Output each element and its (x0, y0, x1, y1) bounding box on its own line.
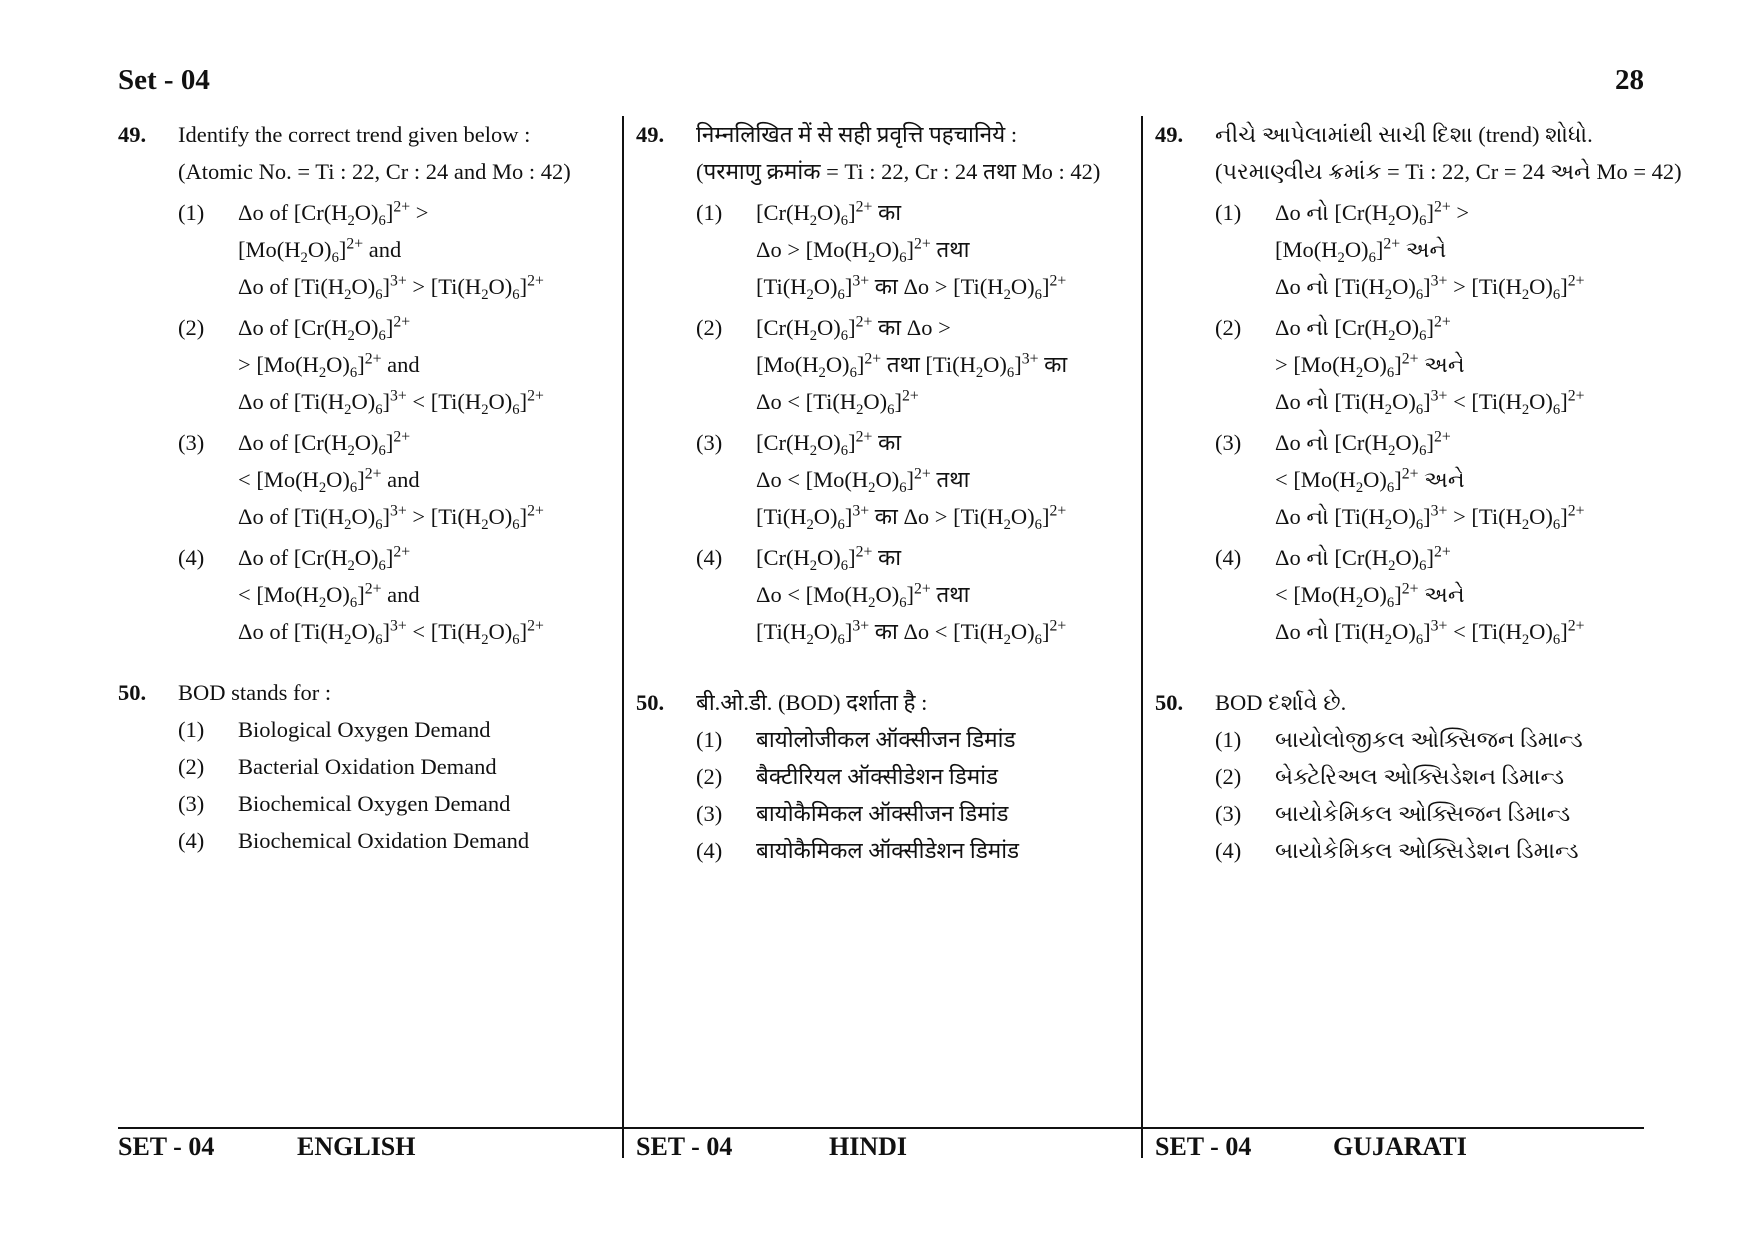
column-divider-2 (1141, 116, 1143, 1158)
set-label: Set - 04 (118, 64, 210, 96)
option-line: Δo નો $[Cr(H_2O)_6]^{2+}$ > (1275, 198, 1470, 230)
stem-line: નીચે આપેલામાંથી સાચી દિશા (trend) શોધો. (1215, 122, 1593, 147)
option-text: બાયોકેમિકલ ઓક્સિજન ડિમાન્ડ (1275, 801, 1571, 826)
option-2 (178, 309, 606, 420)
option-4 (1215, 832, 1645, 869)
option-1 (696, 721, 1118, 758)
option-2 (1215, 309, 1645, 420)
option-number: (3) (1215, 801, 1242, 826)
footer-rule (118, 1127, 1644, 1129)
option-number: (4) (696, 838, 723, 863)
option-text: Biological Oxygen Demand (238, 717, 491, 742)
english-column (118, 116, 606, 859)
option-line: Δo નો $[Cr(H_2O)_6]^{2+}$ (1275, 428, 1451, 460)
option-text: बैक्टीरियल ऑक्सीडेशन डिमांड (756, 764, 999, 789)
option-line: $[Ti(H_2O)_6]^{3+}$ का $\Delta o > [Ti(H_2O)_6]^{2+}$ (756, 502, 1067, 534)
stem-line: (પરમાણ્વીય ક્રમાંક = Ti : 22, Cr = 24 અને Mo = 42) (1215, 159, 1682, 184)
option-3 (178, 424, 606, 535)
option-line: Δo of $[Ti(H_2O)_6]^{3+} > [Ti(H_2O)_6]^{2+}$ (238, 502, 544, 534)
options-50 (1155, 721, 1645, 869)
option-line: $[Cr(H_2O)_6]^{2+}$ का (756, 198, 902, 230)
option-number: (4) (1215, 838, 1242, 863)
option-number: (3) (696, 430, 723, 455)
stem-line: निम्नलिखित में से सही प्रवृत्ति पहचानिये : (696, 122, 1018, 147)
option-line: < $[Mo(H_2O)_6]^{2+}$ and (238, 580, 420, 612)
footer-lang-hindi: HINDI (829, 1132, 908, 1161)
question-number: 49. (636, 122, 665, 147)
option-4 (178, 539, 606, 650)
option-number: (4) (696, 545, 723, 570)
question-50 (1155, 684, 1645, 869)
option-3 (1215, 795, 1645, 832)
option-3 (696, 795, 1118, 832)
option-number: (2) (696, 764, 723, 789)
option-number: (1) (696, 200, 723, 225)
option-line: $[Mo(H_2O)_6]^{2+}$ અને (1275, 235, 1447, 267)
option-line: $[Ti(H_2O)_6]^{3+}$ का $\Delta o > [Ti(H_2O)_6]^{2+}$ (756, 272, 1067, 304)
option-2 (1215, 758, 1645, 795)
option-line: $[Mo(H_2O)_6]^{2+}$ and (238, 235, 402, 267)
option-line: Δo નો $[Ti(H_2O)_6]^{3+} < [Ti(H_2O)_6]^{2+}$ (1275, 617, 1585, 649)
option-line: $\Delta o < [Mo(H_2O)_6]^{2+}$ तथा (756, 580, 970, 612)
gujarati-column (1155, 116, 1682, 869)
option-text: Biochemical Oxygen Demand (238, 791, 511, 816)
option-line: < $[Mo(H_2O)_6]^{2+}$ અને (1275, 580, 1465, 612)
option-number: (3) (178, 791, 205, 816)
question-stem (1215, 116, 1682, 190)
option-line: Δo of $[Ti(H_2O)_6]^{3+} < [Ti(H_2O)_6]^{2+}$ (238, 387, 544, 419)
option-number: (1) (696, 727, 723, 752)
question-number: 49. (1155, 122, 1184, 147)
page-number: 28 (1615, 64, 1644, 96)
option-line: < $[Mo(H_2O)_6]^{2+}$ and (238, 465, 420, 497)
option-line: $[Ti(H_2O)_6]^{3+}$ का $\Delta o < [Ti(H_2O)_6]^{2+}$ (756, 617, 1067, 649)
option-number: (1) (178, 200, 205, 225)
option-text: बायोकैमिकल ऑक्सीडेशन डिमांड (756, 838, 1020, 863)
option-2 (178, 748, 606, 785)
question-49 (1155, 116, 1682, 650)
option-number: (3) (696, 801, 723, 826)
option-3 (178, 785, 606, 822)
option-line: Δo of $[Cr(H_2O)_6]^{2+}$ (238, 428, 411, 460)
option-line: $[Cr(H_2O)_6]^{2+}$ का (756, 543, 902, 575)
option-number: (1) (1215, 200, 1242, 225)
question-stem (696, 116, 1118, 190)
option-number: (4) (1215, 545, 1242, 570)
option-line: Δo નો $[Ti(H_2O)_6]^{3+} < [Ti(H_2O)_6]^{2+}$ (1275, 387, 1585, 419)
option-text: बायोलोजीकल ऑक्सीजन डिमांड (756, 727, 1016, 752)
option-number: (3) (178, 430, 205, 455)
question-49 (118, 116, 606, 650)
option-line: Δo of $[Cr(H_2O)_6]^{2+}$ (238, 313, 411, 345)
option-line: > $[Mo(H_2O)_6]^{2+}$ and (238, 350, 420, 382)
hindi-column (636, 116, 1118, 869)
option-line: $[Cr(H_2O)_6]^{2+}$ का (756, 428, 902, 460)
question-stem (178, 116, 606, 190)
question-number: 50. (1155, 690, 1184, 715)
stem-line: Identify the correct trend given below : (178, 122, 531, 147)
footer-set-english: SET - 04 (118, 1132, 215, 1161)
stem-line: (परमाणु क्रमांक = Ti : 22, Cr : 24 तथा Mo : 42) (696, 159, 1101, 184)
question-stem: बी.ओ.डी. (BOD) दर्शाता है : (696, 690, 928, 715)
option-line: $[Cr(H_2O)_6]^{2+}$ का Δo > (756, 313, 951, 345)
option-line: Δo of $[Cr(H_2O)_6]^{2+}$ (238, 543, 411, 575)
option-4 (1215, 539, 1645, 650)
option-number: (4) (178, 828, 205, 853)
option-line: Δo નો $[Cr(H_2O)_6]^{2+}$ (1275, 543, 1451, 575)
options-49 (1155, 194, 1645, 650)
option-line: Δo of $[Cr(H_2O)_6]^{2+}$ > (238, 198, 429, 230)
option-number: (4) (178, 545, 205, 570)
option-number: (1) (178, 717, 205, 742)
option-text: Biochemical Oxidation Demand (238, 828, 530, 853)
option-4 (178, 822, 606, 859)
option-text: બાયોકેમિકલ ઓક્સિડેશન ડિમાન્ડ (1275, 838, 1579, 863)
option-line: Δo of $[Ti(H_2O)_6]^{3+} > [Ti(H_2O)_6]^{2+}$ (238, 272, 544, 304)
options-49 (118, 194, 606, 650)
option-line: < $[Mo(H_2O)_6]^{2+}$ અને (1275, 465, 1465, 497)
option-1 (178, 711, 606, 748)
option-line: > $[Mo(H_2O)_6]^{2+}$ અને (1275, 350, 1465, 382)
option-text: बायोकैमिकल ऑक्सीजन डिमांड (756, 801, 1009, 826)
question-number: 50. (636, 690, 665, 715)
option-text: બાયોલોજીકલ ઓક્સિજન ડિમાન્ડ (1275, 727, 1583, 752)
option-line: Δo નો $[Ti(H_2O)_6]^{3+} > [Ti(H_2O)_6]^{2+}$ (1275, 272, 1585, 304)
question-49 (636, 116, 1118, 650)
footer-lang-english: ENGLISH (297, 1132, 416, 1161)
footer-set-hindi: SET - 04 (636, 1132, 733, 1161)
option-text: Bacterial Oxidation Demand (238, 754, 497, 779)
option-3 (1215, 424, 1645, 535)
question-number: 50. (118, 680, 147, 705)
footer-lang-gujarati: GUJARATI (1333, 1132, 1467, 1161)
option-number: (2) (178, 754, 205, 779)
stem-line: (Atomic No. = Ti : 22, Cr : 24 and Mo : 42) (178, 159, 571, 184)
option-number: (2) (178, 315, 205, 340)
option-line: $[Mo(H_2O)_6]^{2+}$ तथा $[Ti(H_2O)_6]^{3+}$ का (756, 350, 1068, 382)
option-number: (2) (1215, 315, 1242, 340)
options-50 (118, 711, 606, 859)
option-number: (1) (1215, 727, 1242, 752)
option-number: (2) (696, 315, 723, 340)
option-number: (2) (1215, 764, 1242, 789)
question-stem: BOD દર્શાવે છે. (1215, 690, 1347, 715)
option-3 (696, 424, 1118, 535)
option-1 (1215, 721, 1645, 758)
options-50 (636, 721, 1118, 869)
option-1 (178, 194, 606, 305)
option-1 (1215, 194, 1645, 305)
question-stem: BOD stands for : (178, 680, 332, 705)
option-2 (696, 309, 1118, 420)
option-line: $\Delta o < [Ti(H_2O)_6]^{2+}$ (756, 387, 919, 419)
option-4 (696, 539, 1118, 650)
question-50 (636, 684, 1118, 869)
option-line: Δo નો $[Cr(H_2O)_6]^{2+}$ (1275, 313, 1451, 345)
option-1 (696, 194, 1118, 305)
option-line: $\Delta o < [Mo(H_2O)_6]^{2+}$ तथा (756, 465, 970, 497)
option-2 (696, 758, 1118, 795)
option-text: બેક્ટેરિઅલ ઓક્સિડેશન ડિમાન્ડ (1275, 764, 1565, 789)
question-number: 49. (118, 122, 147, 147)
option-line: Δo નો $[Ti(H_2O)_6]^{3+} > [Ti(H_2O)_6]^{2+}$ (1275, 502, 1585, 534)
option-line: Δo of $[Ti(H_2O)_6]^{3+} < [Ti(H_2O)_6]^{2+}$ (238, 617, 544, 649)
options-49 (636, 194, 1118, 650)
footer-set-gujarati: SET - 04 (1155, 1132, 1252, 1161)
option-number: (3) (1215, 430, 1242, 455)
column-divider-1 (622, 116, 624, 1158)
option-line: $\Delta o > [Mo(H_2O)_6]^{2+}$ तथा (756, 235, 970, 267)
question-50 (118, 674, 606, 859)
option-4 (696, 832, 1118, 869)
